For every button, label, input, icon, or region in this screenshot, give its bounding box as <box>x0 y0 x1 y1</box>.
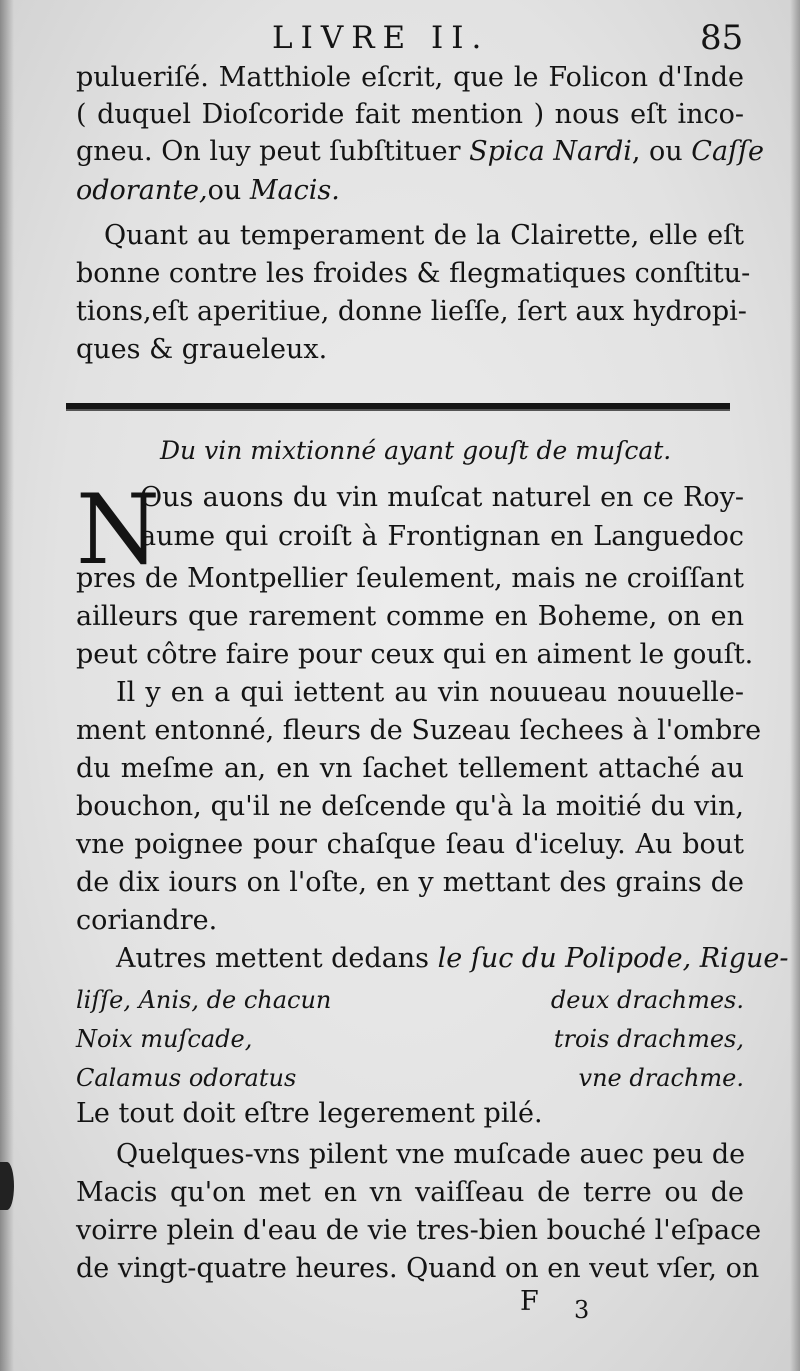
section-rule <box>66 403 730 411</box>
text-line: voirre plein d'eau de vie tres-bien bouché l'eſpace <box>76 1215 762 1246</box>
page-header <box>0 14 800 62</box>
signature-number: 3 <box>574 1296 590 1324</box>
text-line: bouchon, qu'il ne deſcende qu'à la moitié du vin, <box>76 791 744 822</box>
text-line: bonne contre les froides & flegmatiques conſtitu- <box>76 258 751 289</box>
text-line: de dix iours on l'oſte, en y mettant des grains de <box>76 867 744 898</box>
text-line: du meſme an, en vn ſachet tellement attaché au <box>76 753 744 784</box>
text-line: peut côtre faire pour ceux qui en aiment le gouſt. <box>76 639 754 670</box>
ink-blot <box>0 1162 14 1210</box>
recipe-row <box>76 1064 744 1092</box>
text-line: pulueriſé. Matthiole eſcrit, que le Folicon d'Inde <box>76 62 744 93</box>
text-line: Quant au temperament de la Clairette, elle eſt <box>104 220 744 251</box>
recipe-quantity: trois drachmes, <box>553 1025 744 1053</box>
text-line: coriandre. <box>76 905 218 936</box>
recipe-item: liſſe, Anis, de chacun <box>76 986 332 1014</box>
section-title: Du vin mixtionné ayant gouſt de muſcat. <box>160 436 672 465</box>
text-line: tions,eſt aperitiue, donne lieſſe, ſert aux hydropi- <box>76 296 747 327</box>
text-line: gneu. On luy peut ſubſtituer Spica Nardi, ou Caſſe <box>76 136 765 167</box>
text-line: ment entonné, fleurs de Suzeau ſechees à l'ombre <box>76 715 762 746</box>
recipe-quantity: vne drachme. <box>578 1064 744 1092</box>
text-line: Quelques-vns pilent vne muſcade auec peu de <box>116 1139 746 1170</box>
text-line: vne poignee pour chaſque ſeau d'iceluy. Au bout <box>76 829 744 860</box>
recipe-quantity: deux drachmes. <box>550 986 744 1014</box>
text-line: ques & graueleux. <box>76 334 328 365</box>
page-number: 85 <box>700 18 744 58</box>
text-line: de vingt-quatre heures. Quand on en veut vſer, on <box>76 1253 760 1284</box>
text-line: Ous auons du vin muſcat naturel en ce Roy- <box>140 482 744 513</box>
page-right-edge-shadow <box>790 0 800 1371</box>
text-line: Macis qu'on met en vn vaiſſeau de terre ou de <box>76 1177 744 1208</box>
drop-cap: N <box>76 474 160 586</box>
text-line: ailleurs que rarement comme en Boheme, on en <box>76 601 744 632</box>
recipe-item: Noix muſcade, <box>76 1025 253 1053</box>
text-line: pres de Montpellier ſeulement, mais ne croiſſant <box>76 563 744 594</box>
text-line: odorante,ou Macis. <box>76 175 340 206</box>
recipe-row <box>76 986 744 1014</box>
text-line: ( duquel Dioſcoride fait mention ) nous eſt inco- <box>76 99 744 130</box>
text-line: Le tout doit eſtre legerement pilé. <box>76 1098 543 1129</box>
signature-mark: F <box>520 1286 539 1317</box>
text-line: Autres mettent dedans le ſuc du Polipode, Rigue- <box>116 943 789 974</box>
recipe-item: Calamus odoratus <box>76 1064 297 1092</box>
recipe-row <box>76 1025 744 1053</box>
text-line: aume qui croiſt à Frontignan en Languedoc <box>140 521 744 552</box>
text-line: Il y en a qui iettent au vin nouueau nouuelle- <box>116 677 744 708</box>
running-head: LIVRE II. <box>272 20 490 56</box>
